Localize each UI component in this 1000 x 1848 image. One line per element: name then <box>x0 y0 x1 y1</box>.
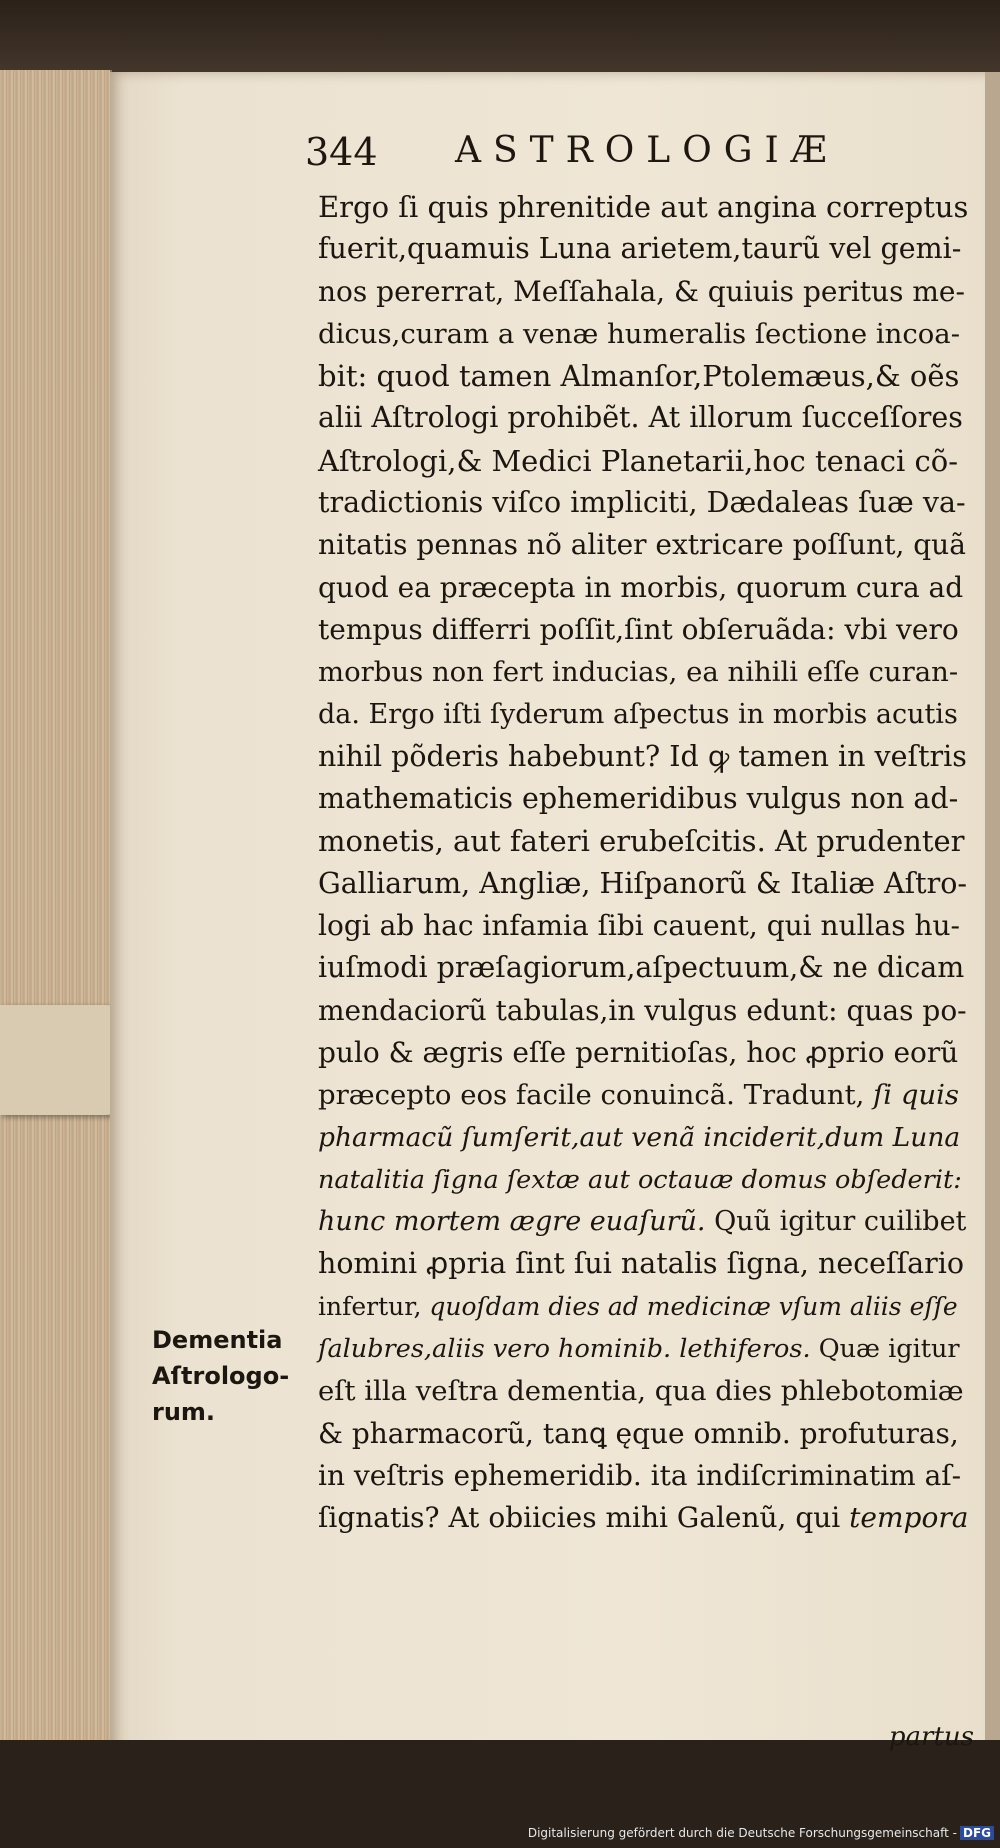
italic-segment: ſi quis <box>873 1079 960 1112</box>
page-number: 344 <box>305 130 378 174</box>
margin-note <box>152 1322 302 1430</box>
main-text <box>318 186 968 1540</box>
text-line <box>318 1413 968 1455</box>
text-segment: da. Ergo iſti ſyderum aſpectus in morbis acutis <box>318 698 958 730</box>
margin-note-line: rum. <box>152 1398 216 1426</box>
text-line <box>318 186 968 228</box>
text-segment: Galliarum, Angliæ, Hiſpanorũ & Italiæ Aſtro- <box>318 866 968 900</box>
text-line <box>318 736 968 778</box>
text-line <box>318 355 968 397</box>
text-line <box>318 990 968 1032</box>
text-segment: mendaciorũ tabulas,in vulgus edunt: quas po- <box>318 993 967 1027</box>
text-line <box>318 1286 968 1328</box>
text-segment: Quæ igitur <box>810 1334 960 1365</box>
text-segment: mathematicis ephemeridibus vulgus non ad- <box>318 782 959 816</box>
page-right-edge <box>985 72 1000 1772</box>
text-line <box>318 905 968 947</box>
text-segment: alii Aſtrologi prohibẽt. At illorum ſucceſſores <box>318 401 963 435</box>
text-segment: eſt illa veſtra dementia, qua dies phlebotomiæ <box>318 1375 964 1408</box>
text-segment: & pharmacorũ, tanꝗ ęque omnib. profuturas, <box>318 1416 959 1450</box>
text-line <box>318 1497 968 1539</box>
text-segment: nos pererrat, Meſſahala, & quiuis peritus me- <box>318 274 965 308</box>
text-line <box>318 651 968 693</box>
margin-note-line: Aſtrologo- <box>152 1362 290 1390</box>
text-line <box>318 1455 968 1497</box>
text-segment: monetis, aut fateri erubeſcitis. At prudenter <box>318 824 965 859</box>
text-segment: iuſmodi præſagiorum,aſpectuum,& ne dicam <box>318 951 965 985</box>
text-segment: in veſtris ephemeridib. ita indiſcriminatim aſ- <box>318 1458 962 1492</box>
margin-note-line: Dementia <box>152 1326 283 1354</box>
text-segment: tradictionis viſco impliciti, Dædaleas ſuæ va- <box>318 486 966 520</box>
text-line <box>318 440 968 482</box>
text-segment: dicus,curam a venæ humeralis ſectione incoa- <box>318 317 960 350</box>
text-line <box>318 1117 968 1159</box>
text-segment: Ergo ſi quis phrenitide aut angina correptus <box>318 190 969 224</box>
text-line <box>318 271 968 313</box>
italic-segment: hunc mortem ægre euaſurũ. <box>318 1206 706 1238</box>
text-line <box>318 1074 968 1116</box>
text-segment: bit: quod tamen Almanſor,Ptolemæus,& oẽs <box>318 359 960 394</box>
italic-segment: tempora <box>849 1501 969 1535</box>
text-segment: quod ea præcepta in morbis, quorum cura ad <box>318 570 964 604</box>
italic-segment: pharmacũ ſumſerit,aut venã inciderit,dum Luna <box>318 1121 961 1153</box>
text-line <box>318 778 968 820</box>
dfg-logo: DFG <box>960 1826 994 1840</box>
text-line <box>318 567 968 609</box>
italic-segment: quoſdam dies ad medicinæ vſum aliis eſſe <box>429 1291 958 1321</box>
text-segment: tempus differri poſſit,ſint obſeruãda: vbi vero <box>318 612 959 646</box>
page-header <box>305 130 945 180</box>
text-segment: fuerit,quamuis Luna arietem,taurũ vel gemi- <box>318 232 962 266</box>
text-segment: morbus non fert inducias, ea nihili eſſe curan- <box>318 656 959 689</box>
catchword: partus <box>888 1722 974 1752</box>
text-segment: homini ꝓpria ſint ſui natalis ſigna, neceſſario <box>318 1247 965 1281</box>
text-line <box>318 524 968 566</box>
text-line <box>318 820 968 862</box>
text-line <box>318 313 968 355</box>
text-line <box>318 1159 968 1201</box>
text-segment: ſignatis? At obiicies mihi Galenũ, qui <box>318 1501 850 1535</box>
text-segment: logi ab hac infamia ſibi cauent, qui nullas hu- <box>318 909 961 943</box>
text-line <box>318 694 968 736</box>
text-segment: nitatis pennas nõ aliter extricare poſſunt, quã <box>318 528 966 562</box>
text-line <box>318 609 968 651</box>
italic-segment: ſalubres,aliis vero hominib. lethiferos. <box>318 1334 811 1365</box>
footer-text: Digitalisierung gefördert durch die Deutsche Forschungsgemeinschaft - <box>527 1826 957 1840</box>
text-line <box>318 1243 968 1285</box>
text-line <box>318 397 968 439</box>
italic-segment: natalitia ſigna ſextæ aut octauæ domus obſederit: <box>318 1164 962 1195</box>
text-segment: pulo & ægris eſſe pernitioſas, hoc ꝓprio eorũ <box>318 1035 959 1069</box>
text-line <box>318 1328 968 1370</box>
text-line <box>318 947 968 989</box>
text-line <box>318 228 968 270</box>
text-segment: nihil põderis habebunt? Id ꝙ tamen in veſtris <box>318 739 967 773</box>
text-segment: Aſtrologi,& Medici Planetarii,hoc tenaci cõ- <box>318 443 959 478</box>
text-segment: infertur, <box>318 1291 430 1321</box>
text-line <box>318 1032 968 1074</box>
text-segment: Quũ igitur cuilibet <box>705 1206 967 1238</box>
text-line <box>318 1201 968 1243</box>
text-line <box>318 1370 968 1412</box>
digitization-footer <box>528 1826 994 1840</box>
text-line <box>318 482 968 524</box>
running-title: ASTROLOGIÆ <box>455 130 839 171</box>
page-edges <box>0 70 112 1770</box>
text-line <box>318 863 968 905</box>
text-segment: præcepto eos facile conuincã. Tradunt, <box>318 1079 874 1112</box>
